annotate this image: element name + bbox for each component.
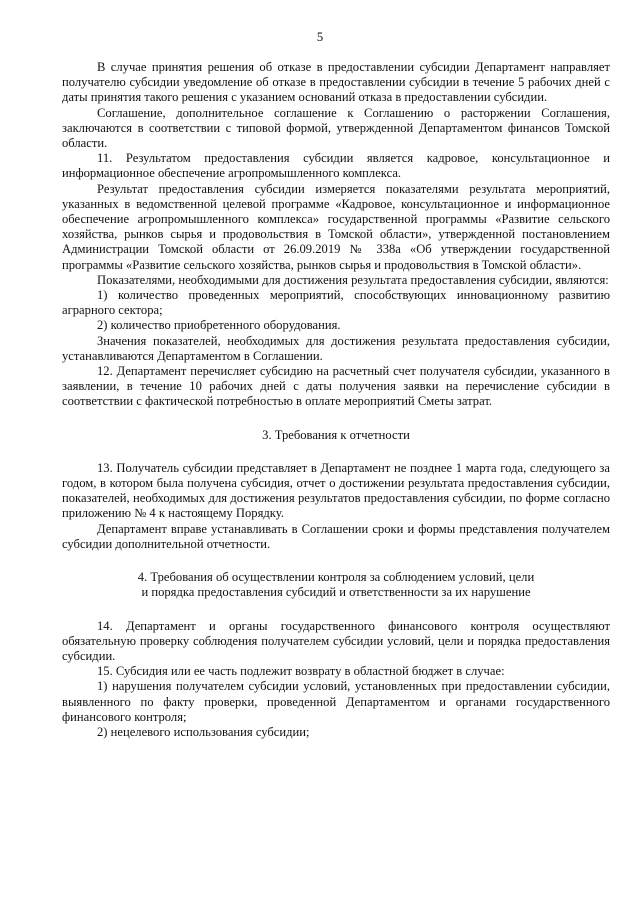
paragraph: Департамент вправе устанавливать в Соглашении сроки и формы представления получателем субсидии дополнительной отчетности. <box>62 521 610 551</box>
section-4-title-line-2: и порядка предоставления субсидий и ответственности за их нарушение <box>141 585 531 600</box>
section-3-title: 3. Требования к отчетности <box>262 427 410 442</box>
paragraph: 15. Субсидия или ее часть подлежит возврату в областной бюджет в случае: <box>97 664 505 679</box>
paragraph: Показателями, необходимыми для достижения результата предоставления субсидии, являются: <box>97 272 609 287</box>
paragraph: 2) нецелевого использования субсидии; <box>97 724 310 739</box>
paragraph: 2) количество приобретенного оборудования. <box>97 318 341 333</box>
paragraph: Результат предоставления субсидии измеряется показателями результата мероприятий, указанных в ведомственной целевой программе «Кадровое, консультационное и информационное обеспечение агропромышленного комплекса» государственной программы «Развитие сельского хозяйства, рынков сырья и продовольствия в Томской области», утвержденной постановлением Администрации Томской области от 26.09.2019 № 338а «Об утверждении государственной программы «Развитие сельского хозяйства, рынков сырья и продовольствия в Томской области». <box>62 181 610 272</box>
paragraph: В случае принятия решения об отказе в предоставлении субсидии Департамент направляет получателю субсидии уведомление об отказе в предоставлении субсидии в течение 5 рабочих дней с даты принятия такого решения с указанием оснований отказа в предоставлении субсидии. <box>62 60 610 105</box>
paragraph: Соглашение, дополнительное соглашение к Соглашению о расторжении Соглашения, заключаются в соответствии с типовой формой, утвержденной Департаментом финансов Томской области. <box>62 105 610 151</box>
paragraph: Значения показателей, необходимых для достижения результата предоставления субсидии, устанавливаются Департаментом в Соглашении. <box>62 333 610 363</box>
paragraph: 13. Получатель субсидии представляет в Департамент не позднее 1 марта года, следующего за годом, в котором была получена субсидия, отчет о достижении результата предоставления субсидии, показателей, необходимых для достижения результатов предоставления субсидии, по форме согласно приложению № 4 к настоящему Порядку. <box>62 460 610 521</box>
paragraph: 1) количество проведенных мероприятий, способствующих инновационному развитию аграрного сектора; <box>62 288 610 318</box>
paragraph: 11. Результатом предоставления субсидии является кадровое, консультационное и информационное обеспечение агропромышленного комплекса. <box>62 151 610 181</box>
page-number: 5 <box>316 30 324 44</box>
document-body <box>62 60 610 740</box>
paragraph: 1) нарушения получателем субсидии условий, установленных при предоставлении субсидии, выявленного по факту проверки, проведенной Департаментом и органами государственного финансового контроля; <box>62 679 610 724</box>
section-4-title-line-1: 4. Требования об осуществлении контроля за соблюдением условий, цели <box>137 570 535 585</box>
paragraph: 14. Департамент и органы государственного финансового контроля осуществляют обязательную проверку соблюдения получателем субсидии условий, цели и порядка предоставления субсидии. <box>62 618 610 663</box>
paragraph: 12. Департамент перечисляет субсидию на расчетный счет получателя субсидии, указанного в заявлении, в течение 10 рабочих дней с даты получения заявки на перечисление субсидии в соответствии с фактической потребностью в оплате мероприятий Сметы затрат. <box>62 364 610 409</box>
